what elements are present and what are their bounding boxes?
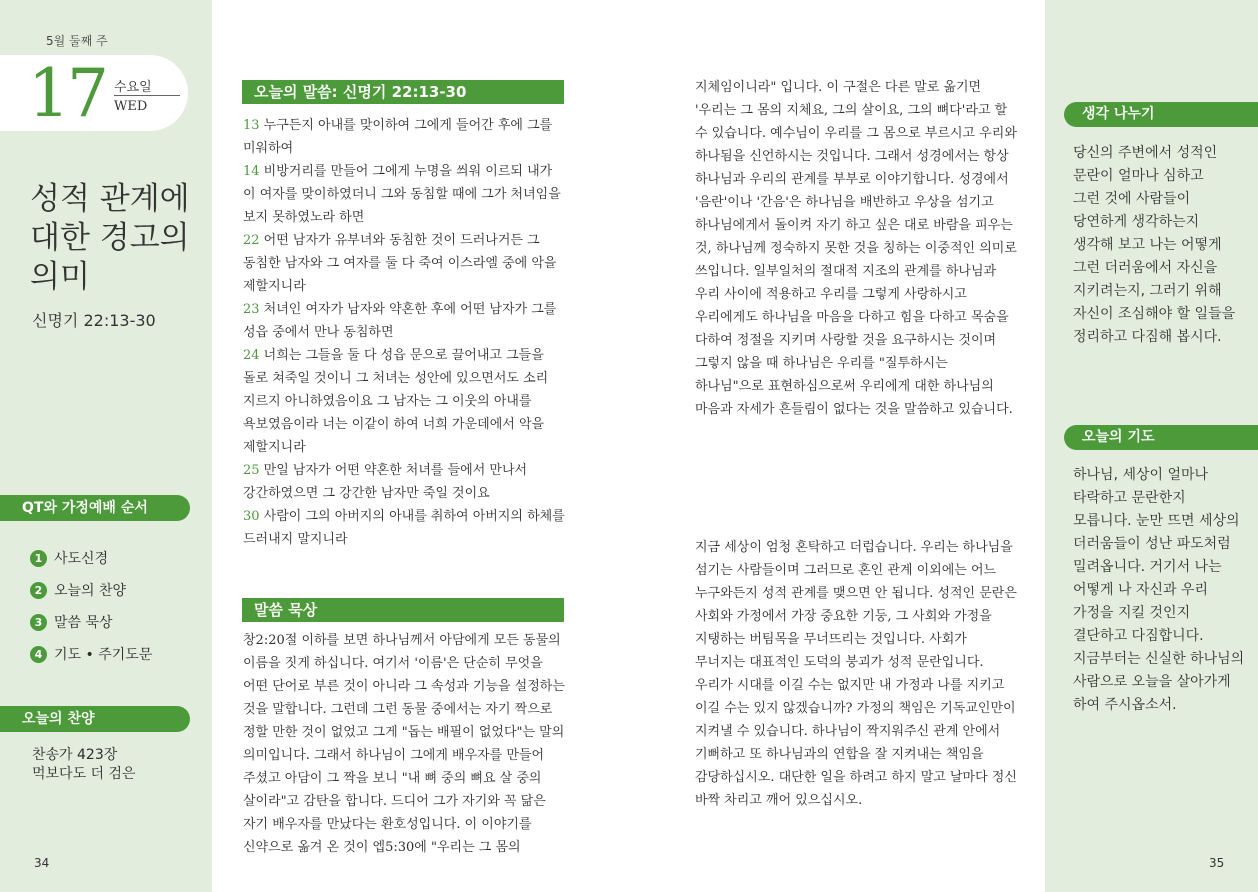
hymn-heading: 오늘의 찬양 xyxy=(0,706,190,732)
prayer-line: 모릅니다. 눈만 뜨면 세상의 xyxy=(1073,513,1240,529)
number-badge: 4 xyxy=(30,646,47,663)
number-badge: 2 xyxy=(30,582,47,599)
title-line: 대한 경고의 xyxy=(30,220,190,256)
prayer-line: 어떻게 나 자신과 우리 xyxy=(1073,582,1209,598)
order-heading: QT와 가정예배 순서 xyxy=(0,495,190,521)
meditation-paragraph-2: 지금 세상이 엄청 혼탁하고 더럽습니다. 우리는 하나님을 섬기는 사람들이며 그러므로 혼인 관계 이외에는 어느 누구와든지 성적 관계를 맺으면 안 됩니다. 성적인 문란은 사회와 가정에서 가장 중요한 기둥, 그 사회와 가정을 지탱하는 버팀목을 무너뜨리는 것입니다. 사회가 무너지는 대표적인 도덕의 붕괴가 성적 문란입니다. 우리가 시대를 이길 수는 없지만 내 가정과 나를 지키고 이길 수는 있지 않겠습니까? 가정의 책임은 기독교인만이 지켜낼 수 있습니다. 하나님이 짝지워주신 관계 안에서 기뻐하고 또 하나님과의 연합을 잘 지켜내는 책임을 감당하십시오. 대단한 일을 하려고 하지 말고 날마다 정신 바짝 차리고 깨어 있으십시오. xyxy=(695,540,1017,808)
verse-number: 25 xyxy=(243,463,260,478)
prayer-line: 하나님, 세상이 얼마나 xyxy=(1073,467,1209,483)
share-line: 자신이 조심해야 할 일들을 xyxy=(1073,306,1236,322)
title-line: 성적 관계에 xyxy=(30,181,190,217)
prayer-line: 가정을 지킬 것인지 xyxy=(1073,605,1191,621)
verse-text: 어떤 남자가 유부녀와 동침한 것이 드러나거든 그 동침한 남자와 그 여자를 둘 다 죽여 이스라엘 중에 악을 제할지니라 xyxy=(243,233,557,294)
verse xyxy=(243,160,565,229)
verse xyxy=(243,229,565,298)
verse xyxy=(243,114,565,160)
number-badge: 1 xyxy=(30,550,47,567)
share-text xyxy=(1073,142,1245,349)
hymn-line: 먹보다도 더 검은 xyxy=(32,766,136,782)
day-korean: 수요일 xyxy=(114,80,152,95)
prayer-heading: 오늘의 기도 xyxy=(1064,425,1258,450)
day-divider xyxy=(114,95,180,96)
day-english: WED xyxy=(114,99,148,114)
verse xyxy=(243,459,565,505)
verse xyxy=(243,505,565,551)
prayer-line: 지금부터는 신실한 하나님의 xyxy=(1073,651,1245,667)
verse-text: 만일 남자가 어떤 약혼한 처녀를 들에서 만나서 강간하였으면 그 강간한 남자만 죽일 것이요 xyxy=(243,463,528,501)
prayer-text xyxy=(1073,464,1245,717)
meditation-text-col2: 지체임이니라" 입니다. 이 구절은 다른 말로 옮기면 '우리는 그 몸의 지체요, 그의 살이요, 그의 뼈다'라고 할 수 있습니다. 예수님이 우리를 그 몸으로 부르시고 우리와 하나됨을 신언하시는 것입니다. 그래서 성경에서는 항상 하나님과 우리의 관계를 부부로 이야기합니다. 성경에서 '음란'이나 '간음'은 하나님을 배반하고 우상을 섬기고 하나님에게서 돌이켜 자기 하고 싶은 대로 바람을 피우는 것, 하나님께 정숙하지 못한 것을 칭하는 이중적인 의미로 쓰입니다. 일부일처의 절대적 지조의 관계를 하나님과 우리 사이에 적용하고 우리를 그렇게 사랑하시고 우리에게도 하나님을 마음을 다하고 힘을 다하고 목숨을 다하여 정절을 지키며 사랑할 것을 요구하시는 것이며 그렇지 않을 때 하나님은 우리를 "질투하시는 하나님"으로 표현하심으로써 우리에게 대한 하나님의 마음과 자세가 흔들림이 없다는 것을 말씀하고 있습니다. xyxy=(695,80,1017,417)
verse-text: 비방거리를 만들어 그에게 누명을 씌워 이르되 내가 이 여자를 맞이하였더니 그와 동침할 때에 그가 처녀임을 보지 못하였노라 하면 xyxy=(243,164,561,225)
prayer-line: 하여 주시옵소서. xyxy=(1073,697,1177,713)
title-line: 의미 xyxy=(30,259,90,295)
order-item-label: 오늘의 찬양 xyxy=(54,583,127,599)
share-line: 정리하고 다짐해 봅시다. xyxy=(1073,329,1222,345)
order-item-label: 사도신경 xyxy=(54,551,109,567)
share-line: 당신의 주변에서 성적인 xyxy=(1073,145,1218,161)
share-line: 그런 더러움에서 자신을 xyxy=(1073,260,1218,276)
share-heading: 생각 나누기 xyxy=(1064,102,1258,127)
order-item xyxy=(30,606,152,638)
order-item xyxy=(30,638,152,670)
page-number-right: 35 xyxy=(1209,856,1225,870)
prayer-line: 밀려옵니다. 거기서 나는 xyxy=(1073,559,1222,575)
meditation-text-col1: 창2:20절 이하를 보면 하나님께서 아담에게 모든 동물의 이름을 짓게 하십니다. 여기서 '이름'은 단순히 무엇을 어떤 단어로 부른 것이 아니라 그 속성과 기능을 설정하는 것을 말합니다. 그런데 그런 동물 중에서는 자기 짝으로 정할 만한 것이 없었고 그게 "돕는 배필이 없었다"는 말의 의미입니다. 그래서 하나님이 그에게 배우자를 만들어 주셨고 아담이 그 짝을 보니 "내 뼈 중의 뼈요 살 중의 살이라"고 감탄을 합니다. 드디어 그가 자기와 꼭 닮은 자기 배우자를 만났다는 환호성입니다. 이 이야기를 신약으로 옮겨 온 것이 엡5:30에 "우리는 그 몸의 xyxy=(243,633,565,855)
share-line: 그런 것에 사람들이 xyxy=(1073,191,1191,207)
order-list xyxy=(30,542,152,670)
verse-text: 처녀인 여자가 남자와 약혼한 후에 어떤 남자가 그를 성읍 중에서 만나 동침하면 xyxy=(243,302,557,340)
share-line: 문란이 얼마나 심하고 xyxy=(1073,168,1204,184)
order-item-label: 기도 • 주기도문 xyxy=(54,647,153,663)
prayer-line: 타락하고 문란한지 xyxy=(1073,490,1186,506)
day-number: 17 xyxy=(28,55,106,132)
scripture-heading: 오늘의 말씀: 신명기 22:13-30 xyxy=(242,80,564,104)
share-line: 지키려는지, 그러기 위해 xyxy=(1073,283,1222,299)
order-item-label: 말씀 묵상 xyxy=(54,615,113,631)
hymn-line: 찬송가 423장 xyxy=(32,747,118,763)
verse-number: 23 xyxy=(243,302,260,317)
scripture-text xyxy=(243,114,565,551)
verse-text: 사람이 그의 아버지의 아내를 취하여 아버지의 하체를 드러내지 말지니라 xyxy=(243,509,565,547)
scripture-reference: 신명기 22:13-30 xyxy=(32,311,156,330)
hymn-info xyxy=(32,746,136,784)
number-badge: 3 xyxy=(30,614,47,631)
verse-number: 24 xyxy=(243,348,260,363)
prayer-line: 사람으로 오늘을 살아가게 xyxy=(1073,674,1231,690)
page-number-left: 34 xyxy=(34,856,50,870)
meditation-heading: 말씀 묵상 xyxy=(242,598,564,622)
verse xyxy=(243,344,565,459)
verse-number: 14 xyxy=(243,164,260,179)
prayer-line: 결단하고 다짐합니다. xyxy=(1073,628,1204,644)
order-item xyxy=(30,542,152,574)
verse-number: 22 xyxy=(243,233,260,248)
verse-text: 누구든지 아내를 맞이하여 그에게 들어간 후에 그를 미워하여 xyxy=(243,118,553,156)
share-line: 생각해 보고 나는 어떻게 xyxy=(1073,237,1222,253)
share-line: 당연하게 생각하는지 xyxy=(1073,214,1200,230)
page-title xyxy=(30,180,200,297)
week-label: 5월 둘째 주 xyxy=(46,34,108,48)
verse xyxy=(243,298,565,344)
verse-number: 30 xyxy=(243,509,260,524)
verse-number: 13 xyxy=(243,118,260,133)
order-item xyxy=(30,574,152,606)
verse-text: 너희는 그들을 둘 다 성읍 문으로 끌어내고 그들을 돌로 쳐죽일 것이니 그 처녀는 성안에 있으면서도 소리 지르지 아니하였음이요 그 남자는 그 이웃의 아내를 욕보였음이라 너는 이같이 하여 너희 가운데에서 악을 제할지니라 xyxy=(243,348,549,455)
prayer-line: 더러움들이 성난 파도처럼 xyxy=(1073,536,1231,552)
